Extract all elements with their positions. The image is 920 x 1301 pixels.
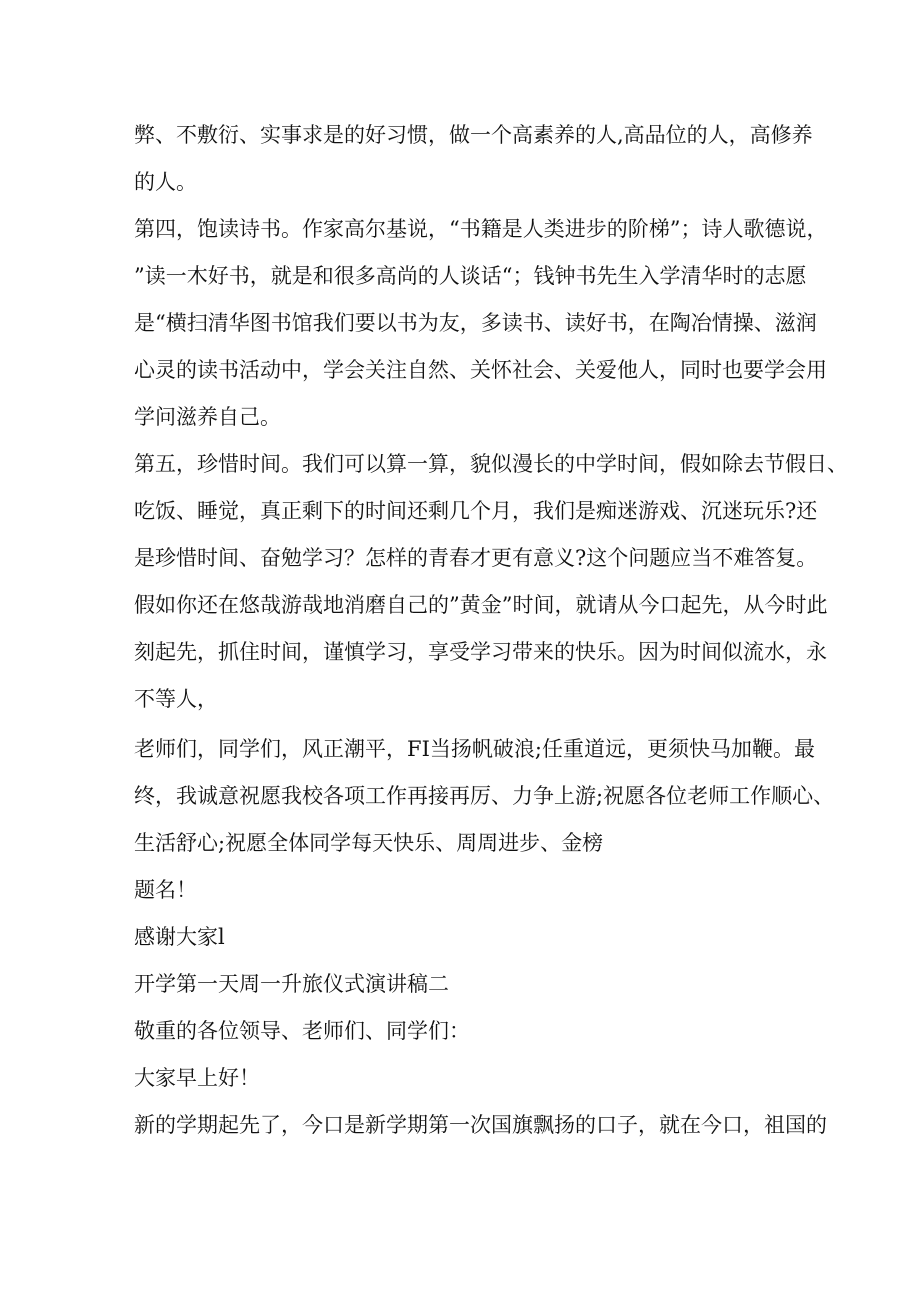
text-line: 开学第一天周一升旅仪式演讲稿二 bbox=[134, 972, 449, 996]
text-line: 不等人， bbox=[134, 687, 218, 711]
text-line: 吃饭、睡觉，真正剩下的时间还剩几个月，我们是痴迷游戏、沉迷玩乐?还 bbox=[134, 499, 818, 523]
text-line: 弊、不敷衍、实事求是的好习惯，做一个高素养的人,高品位的人，高修养 bbox=[134, 123, 813, 147]
text-line: 假如你还在悠哉游哉地消磨自己的”黄金”时间，就请从今口起先，从今时此 bbox=[134, 593, 828, 617]
text-line: 的人。 bbox=[134, 170, 197, 194]
text-line: 终，我诚意祝愿我校各项工作再接再厉、力争上游;祝愿各位老师工作顺心、 bbox=[134, 784, 835, 808]
text-line: 老师们，同学们，风正潮平，FI当扬帆破浪;任重道远，更须快马加鞭。最 bbox=[134, 737, 815, 761]
text-line: 感谢大家l bbox=[134, 925, 225, 949]
document-body bbox=[134, 112, 848, 1149]
text-line: 第四，饱读诗书。作家高尔基说，“书籍是人类进步的阶梯”；诗人歌德说， bbox=[134, 217, 828, 241]
text-line: 是珍惜时间、奋勉学习？怎样的青春才更有意义?这个问题应当不难答复。 bbox=[134, 546, 818, 570]
text-line: 学问滋养自己。 bbox=[134, 405, 281, 429]
text-line: 大家早上好！ bbox=[134, 1066, 260, 1090]
text-line: 心灵的读书活动中，学会关注自然、关怀社会、关爱他人，同时也要学会用 bbox=[134, 358, 827, 382]
text-line: 题名！ bbox=[134, 878, 197, 902]
text-line: 刻起先，抓住时间，谨慎学习，享受学习带来的快乐。因为时间似流水，永 bbox=[134, 640, 827, 664]
text-line: 是“横扫清华图书馆我们要以书为友，多读书、读好书，在陶冶情操、滋润 bbox=[134, 311, 817, 335]
text-line: 第五，珍惜时间。我们可以算一算，貌似漫长的中学时间，假如除去节假日、 bbox=[134, 452, 848, 476]
text-line: 新的学期起先了，今口是新学期第一次国旗飘扬的口子，就在今口，祖国的 bbox=[134, 1113, 827, 1137]
text-line: ”读一木好书，就是和很多高尚的人谈话“；钱钟书先生入学清华时的志愿 bbox=[134, 264, 807, 288]
text-line: 生活舒心;祝愿全体同学每天快乐、周周进步、金榜 bbox=[134, 831, 604, 855]
text-line: 敬重的各位领导、老师们、同学们： bbox=[134, 1019, 470, 1043]
